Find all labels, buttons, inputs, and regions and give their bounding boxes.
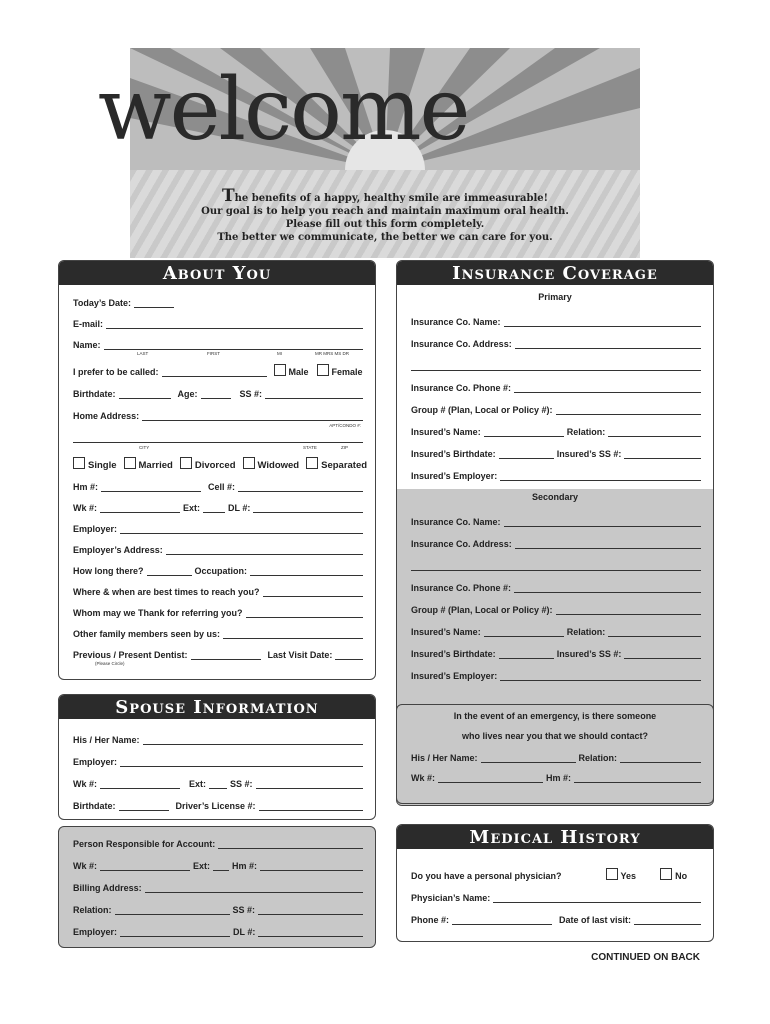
primary-co-address-label: Insurance Co. Address: xyxy=(411,339,512,349)
state-caption: STATE xyxy=(303,445,317,450)
dl-field[interactable] xyxy=(253,502,363,513)
responsible-relation-label: Relation: xyxy=(73,905,112,915)
best-times-label: Where & when are best times to reach you? xyxy=(73,587,260,597)
emergency-relation-label: Relation: xyxy=(578,753,618,763)
spouse-dl-field[interactable] xyxy=(259,800,363,811)
secondary-co-name-label: Insurance Co. Name: xyxy=(411,517,501,527)
secondary-co-address-label: Insurance Co. Address: xyxy=(411,539,512,549)
city-caption: CITY xyxy=(139,445,150,450)
email-field[interactable] xyxy=(106,318,363,329)
secondary-co-name-field[interactable] xyxy=(504,516,701,527)
secondary-co-phone-label: Insurance Co. Phone #: xyxy=(411,583,512,593)
family-label: Other family members seen by us: xyxy=(73,629,221,639)
spouse-birth-field[interactable] xyxy=(119,800,169,811)
primary-group-label: Group # (Plan, Local or Policy #): xyxy=(411,405,553,415)
responsible-employer-field[interactable] xyxy=(120,926,230,937)
emergency-line-2: who lives near you that we should contact? xyxy=(461,731,649,741)
responsible-dl-label: DL #: xyxy=(233,927,256,937)
status-divorced-checkbox[interactable]: Divorced xyxy=(180,457,236,471)
employer-field[interactable] xyxy=(120,523,363,534)
primary-employer-field[interactable] xyxy=(500,470,701,481)
work-phone-field[interactable] xyxy=(100,502,180,513)
welcome-title: welcome xyxy=(98,60,469,160)
secondary-relation-field[interactable] xyxy=(608,626,701,637)
how-long-label: How long there? xyxy=(73,566,144,576)
referral-field[interactable] xyxy=(246,607,363,618)
primary-employer-label: Insured’s Employer: xyxy=(411,471,498,481)
responsible-hm-label: Hm #: xyxy=(232,861,258,871)
responsible-wk-label: Wk #: xyxy=(73,861,98,871)
secondary-employer-field[interactable] xyxy=(500,670,701,681)
ext-field[interactable] xyxy=(203,502,225,513)
age-field[interactable] xyxy=(201,388,231,399)
secondary-employer-label: Insured’s Employer: xyxy=(411,671,498,681)
cell-label: Cell #: xyxy=(208,482,236,492)
status-widowed-checkbox[interactable]: Widowed xyxy=(243,457,300,471)
about-you-panel xyxy=(58,260,376,680)
responsible-panel xyxy=(58,826,376,948)
responsible-relation-field[interactable] xyxy=(115,904,230,915)
intro-drop-cap: T xyxy=(221,186,235,206)
medical-panel xyxy=(396,824,714,942)
intro-line-1: he benefits of a happy, healthy smile are immeasurable! xyxy=(234,193,549,204)
secondary-heading: Secondary xyxy=(531,492,579,502)
home-phone-label: Hm #: xyxy=(73,482,99,492)
intro-line-2: Our goal is to help you reach and maintain maximum oral health. xyxy=(201,206,569,217)
primary-relation-label: Relation: xyxy=(566,427,606,437)
spouse-birth-label: Birthdate: xyxy=(73,801,116,811)
age-label: Age: xyxy=(177,389,198,399)
responsible-ss-label: SS #: xyxy=(232,905,256,915)
name-last-caption: LAST xyxy=(137,351,149,356)
secondary-relation-label: Relation: xyxy=(566,627,606,637)
spouse-name-label: His / Her Name: xyxy=(73,735,140,745)
how-long-field[interactable] xyxy=(147,565,192,576)
secondary-birth-field[interactable] xyxy=(499,648,554,659)
todays-date-label: Today’s Date: xyxy=(73,298,132,308)
name-titles-caption: MR MRS MS DR xyxy=(315,351,349,356)
cell-field[interactable] xyxy=(238,481,363,492)
last-visit-field[interactable] xyxy=(335,649,363,660)
occupation-field[interactable] xyxy=(250,565,363,576)
emergency-panel xyxy=(396,704,714,804)
birthdate-label: Birthdate: xyxy=(73,389,116,399)
primary-birth-field[interactable] xyxy=(499,448,554,459)
billing-address-label: Billing Address: xyxy=(73,883,142,893)
emergency-name-label: His / Her Name: xyxy=(411,753,478,763)
responsible-ext-label: Ext: xyxy=(193,861,211,871)
city-state-zip-field[interactable] xyxy=(73,432,363,443)
apt-caption: APT/CONDO #: xyxy=(329,423,361,428)
work-phone-label: Wk #: xyxy=(73,503,98,513)
family-field[interactable] xyxy=(223,628,363,639)
responsible-person-field[interactable] xyxy=(218,838,363,849)
status-separated-checkbox[interactable]: Separated xyxy=(306,457,367,471)
physician-name-label: Physician’s Name: xyxy=(411,893,491,903)
spouse-ext-field[interactable] xyxy=(209,778,227,789)
name-field[interactable] xyxy=(104,339,363,350)
ss-label: SS #: xyxy=(239,389,263,399)
emergency-hm-label: Hm #: xyxy=(546,773,572,783)
spouse-employer-label: Employer: xyxy=(73,757,118,767)
responsible-wk-field[interactable] xyxy=(100,860,190,871)
name-mi-caption: MI xyxy=(277,351,282,356)
employer-address-field[interactable] xyxy=(166,544,363,555)
secondary-insured-name-field[interactable] xyxy=(484,626,564,637)
todays-date-field[interactable] xyxy=(134,297,174,308)
female-checkbox[interactable]: Female xyxy=(317,364,363,377)
dentist-field[interactable] xyxy=(191,649,261,660)
physician-last-visit-field[interactable] xyxy=(634,914,701,925)
responsible-hm-field[interactable] xyxy=(260,860,363,871)
primary-co-name-field[interactable] xyxy=(504,316,701,327)
primary-insured-name-field[interactable] xyxy=(484,426,564,437)
emergency-relation-field[interactable] xyxy=(620,752,701,763)
status-single-checkbox[interactable]: Single xyxy=(73,457,117,471)
intro-box xyxy=(130,170,640,258)
zip-caption: ZIP xyxy=(341,445,349,450)
primary-relation-field[interactable] xyxy=(608,426,701,437)
physician-yes-checkbox[interactable]: Yes xyxy=(606,868,637,881)
employer-address-label: Employer’s Address: xyxy=(73,545,163,555)
home-phone-field[interactable] xyxy=(101,481,201,492)
employer-label: Employer: xyxy=(73,524,118,534)
prefer-label: I prefer to be called: xyxy=(73,367,159,377)
birthdate-field[interactable] xyxy=(119,388,171,399)
primary-co-address-line2[interactable] xyxy=(411,360,701,371)
name-first-caption: FIRST xyxy=(207,351,220,356)
primary-heading: Primary xyxy=(538,292,572,302)
spouse-dl-label: Driver’s License #: xyxy=(175,801,256,811)
intro-line-4: The better we communicate, the better we can care for you. xyxy=(217,232,553,243)
billing-address-field[interactable] xyxy=(145,882,363,893)
spouse-title: Spouse Information xyxy=(59,695,375,719)
about-you-title: About You xyxy=(59,261,375,285)
spouse-wk-field[interactable] xyxy=(100,778,180,789)
insurance-title: Insurance Coverage xyxy=(397,261,713,285)
spouse-ext-label: Ext: xyxy=(189,779,207,789)
ext-label: Ext: xyxy=(183,503,201,513)
primary-ss-field[interactable] xyxy=(624,448,701,459)
spouse-employer-field[interactable] xyxy=(120,756,363,767)
secondary-ss-field[interactable] xyxy=(624,648,701,659)
responsible-ext-field[interactable] xyxy=(213,860,229,871)
home-address-label: Home Address: xyxy=(73,411,140,421)
primary-co-phone-field[interactable] xyxy=(514,382,701,393)
dl-label: DL #: xyxy=(228,503,251,513)
occupation-label: Occupation: xyxy=(194,566,248,576)
secondary-insured-name-label: Insured’s Name: xyxy=(411,627,481,637)
spouse-name-field[interactable] xyxy=(143,734,363,745)
primary-birth-label: Insured’s Birthdate: xyxy=(411,449,496,459)
emergency-name-field[interactable] xyxy=(481,752,576,763)
secondary-group-label: Group # (Plan, Local or Policy #): xyxy=(411,605,553,615)
physician-phone-field[interactable] xyxy=(452,914,552,925)
spouse-panel xyxy=(58,694,376,820)
secondary-co-phone-field[interactable] xyxy=(514,582,701,593)
medical-title: Medical History xyxy=(397,825,713,849)
emergency-hm-field[interactable] xyxy=(574,772,701,783)
spouse-wk-label: Wk #: xyxy=(73,779,98,789)
prefer-field[interactable] xyxy=(162,366,267,377)
emergency-wk-field[interactable] xyxy=(438,772,543,783)
spouse-ss-field[interactable] xyxy=(256,778,363,789)
referral-label: Whom may we Thank for referring you? xyxy=(73,608,243,618)
home-address-field[interactable] xyxy=(142,410,363,421)
primary-ss-label: Insured’s SS #: xyxy=(556,449,622,459)
spouse-ss-label: SS #: xyxy=(230,779,253,789)
physician-phone-label: Phone #: xyxy=(411,915,450,925)
primary-co-address-field[interactable] xyxy=(515,338,701,349)
secondary-co-address-line2[interactable] xyxy=(411,560,701,571)
physician-no-checkbox[interactable]: No xyxy=(660,868,687,881)
email-label: E-mail: xyxy=(73,319,104,329)
primary-co-name-label: Insurance Co. Name: xyxy=(411,317,501,327)
status-married-checkbox[interactable]: Married xyxy=(124,457,173,471)
physician-name-field[interactable] xyxy=(493,892,701,903)
primary-group-field[interactable] xyxy=(556,404,701,415)
primary-co-phone-label: Insurance Co. Phone #: xyxy=(411,383,512,393)
name-label: Name: xyxy=(73,340,101,350)
secondary-group-field[interactable] xyxy=(556,604,701,615)
intro-line-3: Please fill out this form completely. xyxy=(285,219,485,230)
please-circle-caption: (Please Circle) xyxy=(95,661,125,666)
dentist-label: Previous / Present Dentist: xyxy=(73,650,188,660)
secondary-co-address-field[interactable] xyxy=(515,538,701,549)
continued-on-back: CONTINUED ON BACK xyxy=(591,952,700,963)
responsible-ss-field[interactable] xyxy=(258,904,363,915)
secondary-birth-label: Insured’s Birthdate: xyxy=(411,649,496,659)
physician-last-visit-label: Date of last visit: xyxy=(559,915,632,925)
emergency-wk-label: Wk #: xyxy=(411,773,436,783)
emergency-line-1: In the event of an emergency, is there someone xyxy=(453,711,657,721)
responsible-dl-field[interactable] xyxy=(258,926,363,937)
ss-field[interactable] xyxy=(265,388,363,399)
last-visit-label: Last Visit Date: xyxy=(267,650,333,660)
physician-question-label: Do you have a personal physician? xyxy=(411,871,562,881)
best-times-field[interactable] xyxy=(263,586,363,597)
responsible-employer-label: Employer: xyxy=(73,927,118,937)
primary-insured-name-label: Insured’s Name: xyxy=(411,427,481,437)
male-checkbox[interactable]: Male xyxy=(274,364,309,377)
secondary-ss-label: Insured’s SS #: xyxy=(556,649,622,659)
responsible-person-label: Person Responsible for Account: xyxy=(73,839,216,849)
